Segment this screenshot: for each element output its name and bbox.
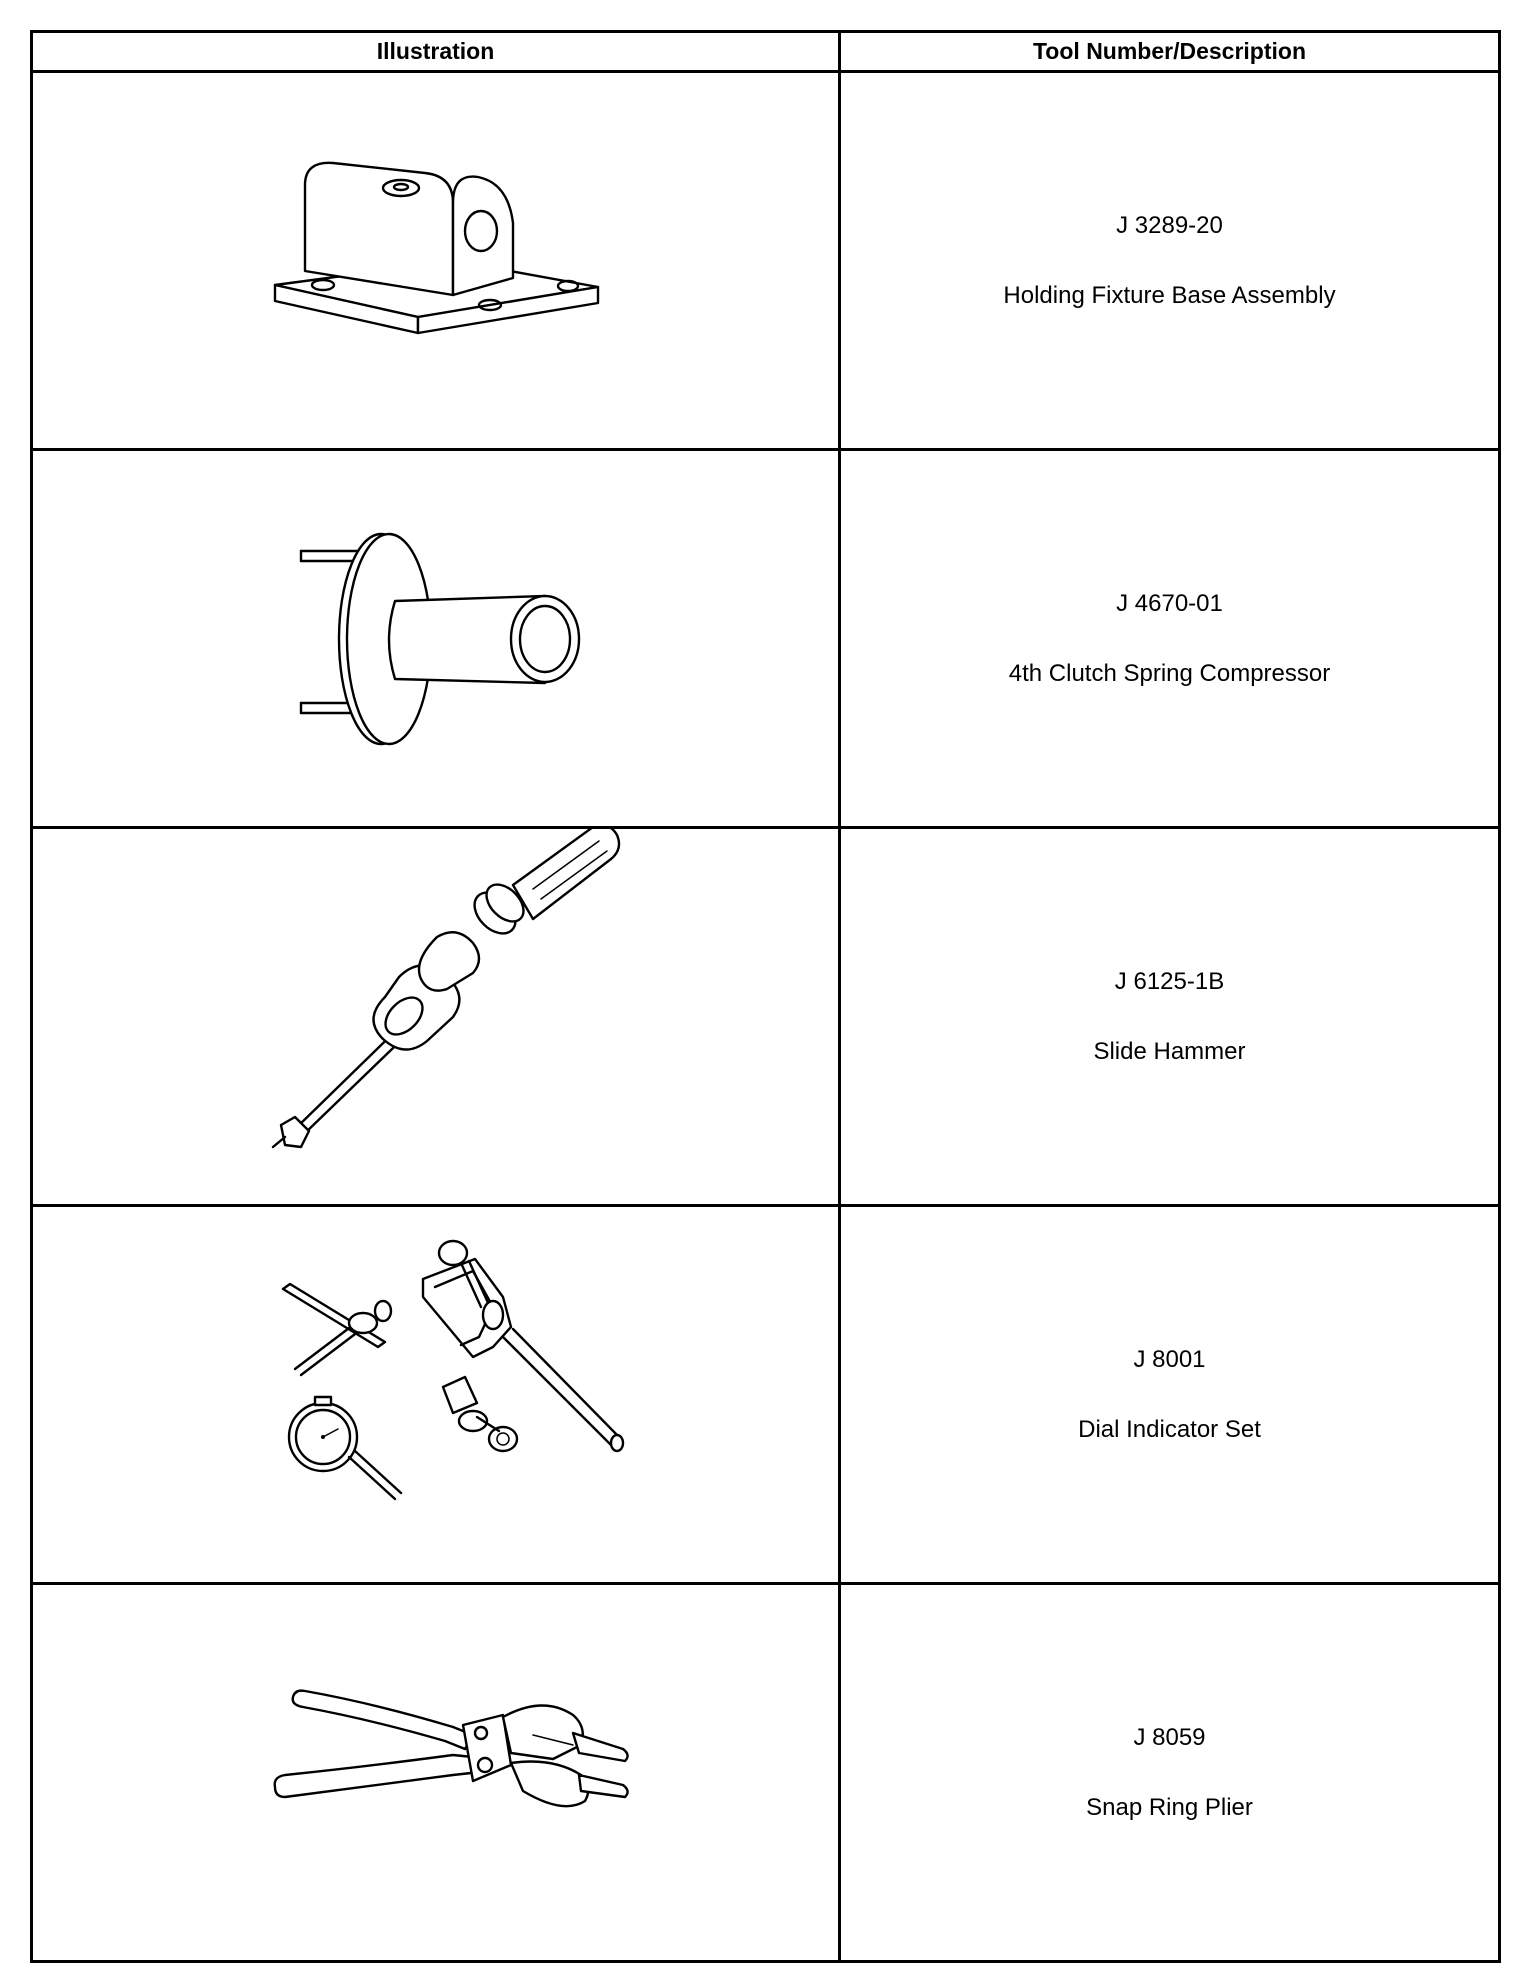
description-cell (840, 72, 1500, 450)
illustration-cell (32, 1584, 840, 1962)
description-cell (840, 450, 1500, 828)
tool-number: J 8059 (1133, 1723, 1206, 1751)
tool-number: J 3289-20 (1116, 211, 1223, 239)
tool-description: 4th Clutch Spring Compressor (1008, 659, 1331, 687)
header-row (32, 32, 1500, 72)
description-cell (840, 828, 1500, 1206)
spring-compressor-icon (33, 451, 841, 826)
description-cell (840, 1206, 1500, 1584)
tool-description: Holding Fixture Base Assembly (1003, 281, 1336, 309)
illustration-cell (32, 450, 840, 828)
table-row (32, 828, 1500, 1206)
tool-description: Slide Hammer (1093, 1037, 1246, 1065)
table-row (32, 450, 1500, 828)
description-cell (840, 1584, 1500, 1962)
tool-table (30, 30, 1501, 1963)
slide-hammer-icon (33, 829, 841, 1204)
table-row (32, 1206, 1500, 1584)
snap-ring-plier-icon (33, 1585, 841, 1960)
header-tool-number-description: Tool Number/Description (840, 32, 1500, 72)
tool-description: Dial Indicator Set (1078, 1415, 1261, 1443)
table-row (32, 72, 1500, 450)
holding-fixture-icon (33, 73, 841, 448)
tool-number: J 8001 (1133, 1345, 1206, 1373)
tool-number: J 6125-1B (1114, 967, 1225, 995)
illustration-cell (32, 1206, 840, 1584)
tool-number: J 4670-01 (1116, 589, 1223, 617)
header-illustration: Illustration (32, 32, 840, 72)
illustration-cell (32, 72, 840, 450)
illustration-cell (32, 828, 840, 1206)
tool-description: Snap Ring Plier (1086, 1793, 1253, 1821)
table-row (32, 1584, 1500, 1962)
dial-indicator-icon (33, 1207, 841, 1582)
